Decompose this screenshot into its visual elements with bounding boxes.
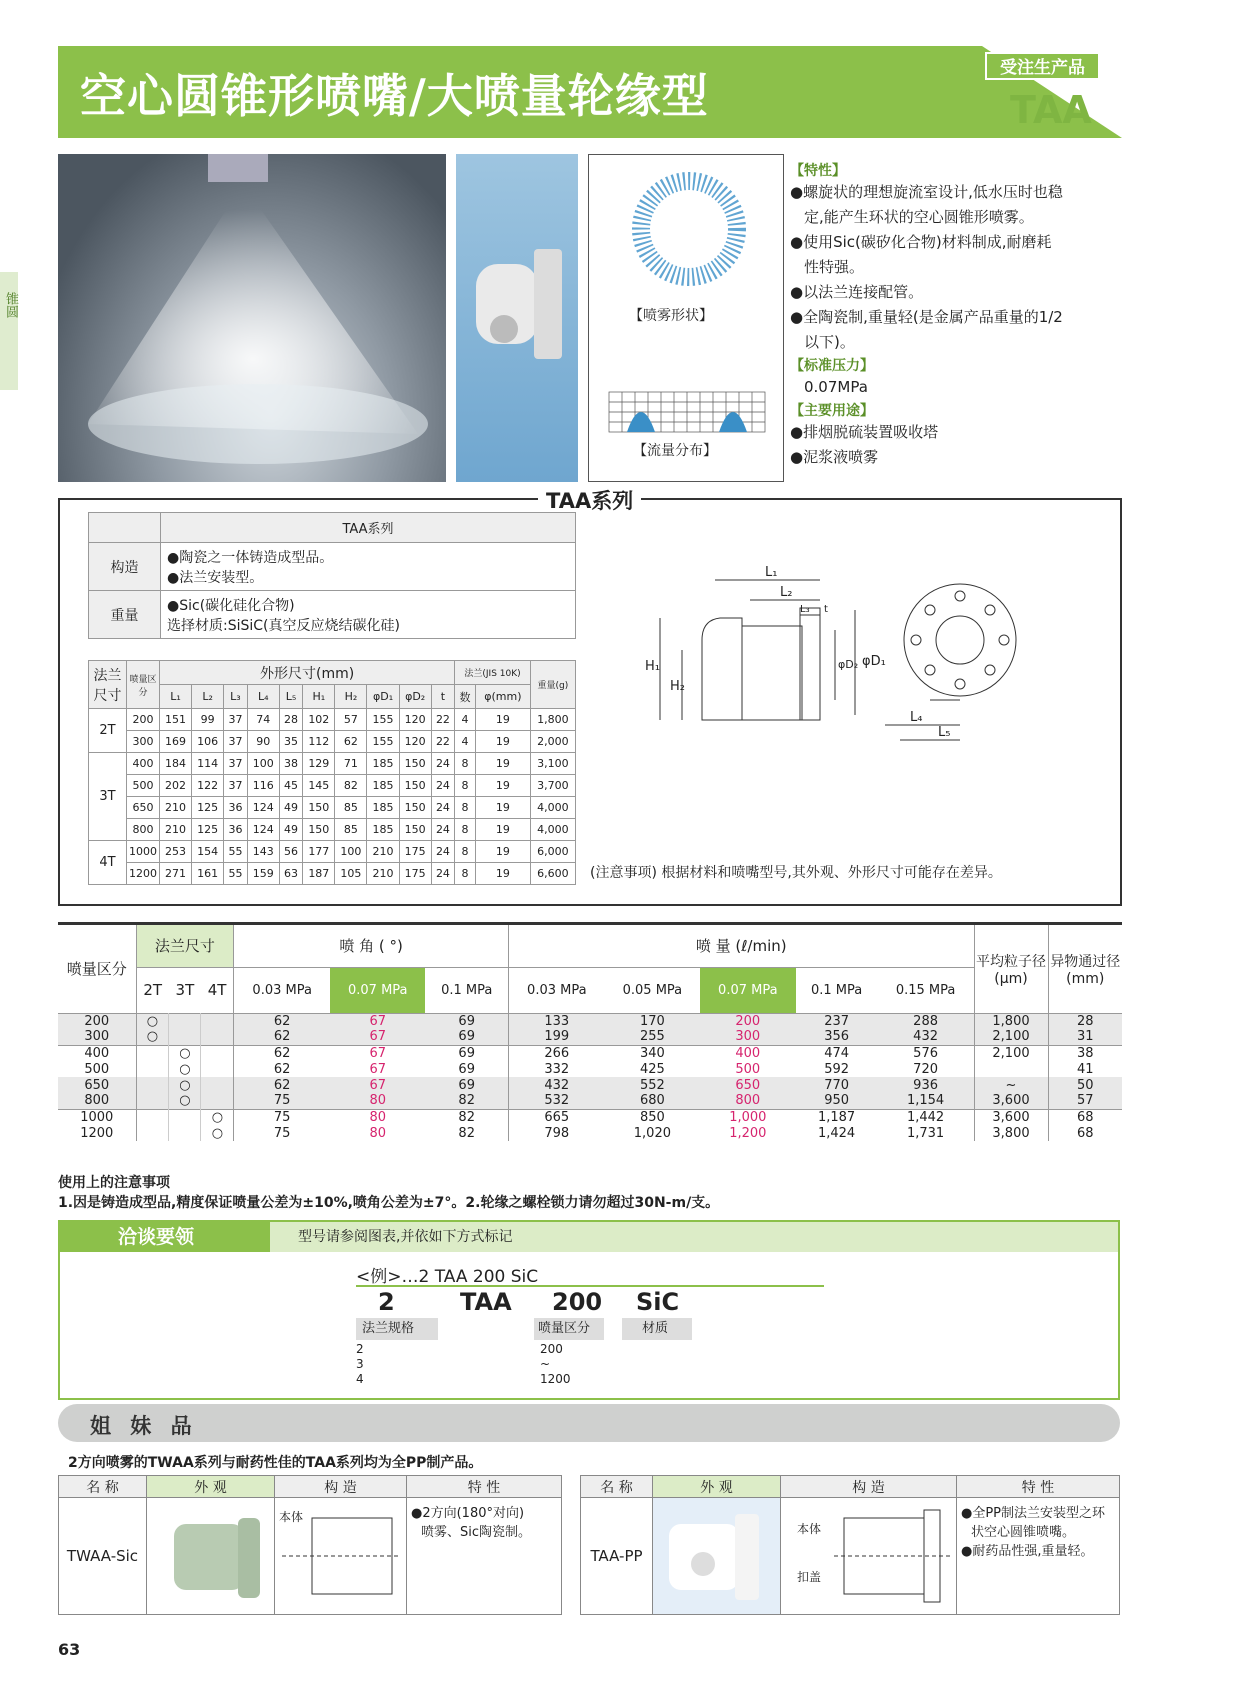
- series-note: (注意事项) 根据材料和喷嘴型号,其外观、外形尺寸可能存在差异。: [590, 865, 1002, 881]
- svg-text:L₃: L₃: [800, 604, 810, 615]
- table-row: 1200 271 161 55 159 63 187 105 210 175 24 8 19 6,600: [89, 863, 576, 885]
- feature-line: ●全陶瓷制,重量轻(是金属产品重量的1/2: [790, 308, 1063, 326]
- use-item: ●排烟脱硫装置吸收塔: [790, 423, 939, 441]
- nozzle-image: [456, 154, 578, 482]
- feature-line: ●以法兰连接配管。: [790, 283, 924, 301]
- spray-photo: [58, 154, 446, 482]
- order-desc: 型号请参阅图表,并依如下方式标记: [270, 1222, 1118, 1252]
- svg-text:φD₂: φD₂: [838, 658, 859, 671]
- table-row: 300 ○ 62 67 69 199 255 300 356 432 2,100 31: [58, 1029, 1122, 1045]
- standard-pressure: 0.07MPa: [804, 378, 868, 396]
- title-banner: [58, 46, 1122, 138]
- feature-line: ●螺旋状的理想旋流室设计,低水压时也稳: [790, 183, 1063, 201]
- order-title: 洽谈要领: [60, 1222, 270, 1252]
- performance-table: 喷量区分 法兰尺寸 喷 角 ( °) 喷 量 (ℓ/min) 平均粒子径(μm) 异物通过径(mm) 2T 3T 4T 0.03 MPa 0.07 MPa 0.1 MPa 0.03 MPa 0.05 MPa 0.07 MPa 0.1 MPa 0.15 MPa 200 ○ 62 67 69 133 170 200 237 288 1,800 28 300 ○ 62 67 69 199 255 300 356 432 2,100 31 400 ○ 62 67 69 266 340 400 474 576 2,100 38 500 ○ 62 67 69 332 425 500 592 720 41 650 ○ 62 67 69 432 552 650 770 936 ~ 50 800 ○ 75 80 82 532 680 800 950 1,154 3,600 57 1000 ○ 75 80 82 665 850 1,000 1,187 1,442 3,600 68 1200 ○ 75 80 82 798 1,020 1,200 1,424 1,731 3,800 68: [58, 925, 1122, 1141]
- table-row: 500 ○ 62 67 69 332 425 500 592 720 41: [58, 1061, 1122, 1077]
- product-name: TWAA-Sic: [59, 1498, 147, 1615]
- table-row: 4T 1000 253 154 55 143 56 177 100 210 175 24 8 19 6,000: [89, 841, 576, 863]
- table-row: 800 210 125 36 124 49 150 85 185 150 24 8 19 4,000: [89, 819, 576, 841]
- series-title: TAA系列: [538, 485, 641, 515]
- table-row: 300 169 106 37 90 35 112 62 155 120 22 4 19 2,000: [89, 731, 576, 753]
- dim-col-head: t: [431, 685, 454, 709]
- sister-desc: 2方向喷雾的TWAA系列与耐药性佳的TAA系列均为全PP制产品。: [68, 1455, 483, 1471]
- svg-text:H₂: H₂: [670, 679, 685, 694]
- table-row: 2T 200 151 99 37 74 28 102 57 155 120 22 4 19 1,800: [89, 709, 576, 731]
- dim-col-head: L₃: [224, 685, 247, 709]
- table-row: 650 ○ 62 67 69 432 552 650 770 936 ~ 50: [58, 1077, 1122, 1093]
- page-title: 空心圆锥形喷嘴/大喷量轮缘型: [80, 69, 709, 123]
- taa-pp-structure: [784, 1504, 954, 1604]
- svg-text:H₁: H₁: [645, 659, 660, 674]
- spec-table: TAA系列 构造 ●陶瓷之一体铸造成型品。 ●法兰安装型。 重量 ●Sic(碳化硅化合物) 选择材质:SiSiC(真空反应烧结碳化硅): [88, 512, 576, 639]
- svg-text:φD₁: φD₁: [862, 654, 886, 669]
- features-list: [790, 180, 1120, 355]
- dim-col-head: L₁: [160, 685, 192, 709]
- spray-ring-icon: [589, 155, 785, 305]
- dim-col-head: L₄: [247, 685, 279, 709]
- dimension-table: 法兰尺寸 喷量区分 外形尺寸(mm) 法兰(JIS 10K) 重量(g) L₁ L₂ L₃ L₄ L₅ H₁ H₂ φD₁ φD₂ t 数 φ(mm) 2T 200 151 99 37 74 28 102 57 155 120 22 4 19 1,800 300 169 106 37 90 35 112 62 155 120 22 4 19 2,000 3T 400 184 114 37 100 38 129 71 185 150 24 8 19 3,100 500 202 122 37 116 45 145 82 185 150 24 8 19 3,700 650 210 125 36 124 49 150 85 185 150 24 8 19 4,000 800 210 125 36 124 49 150 85 185 150 24 8 19 4,000 4T 1000 253 154 55 143 56 177 100 210 175 24 8 19 6,000 1200 271 161 55 159 63 187 105 210 175 24 8 19 6,600: [88, 660, 576, 885]
- svg-text:t: t: [824, 604, 828, 615]
- table-row: 3T 400 184 114 37 100 38 129 71 185 150 24 8 19 3,100: [89, 753, 576, 775]
- dim-col-head: φD₁: [367, 685, 399, 709]
- use-item: ●泥浆液喷雾: [790, 448, 879, 466]
- side-tab: 锥圆: [0, 272, 18, 390]
- flow-distribution-chart: [589, 387, 785, 447]
- nozzle-photo: [456, 154, 578, 482]
- table-row: 1000 ○ 75 80 82 665 850 1,000 1,187 1,442 3,600 68: [58, 1109, 1122, 1125]
- svg-text:L₂: L₂: [780, 585, 793, 600]
- feature-line: 定,能产生环状的空心圆锥形喷雾。: [804, 208, 1034, 226]
- material-label: 重量: [89, 591, 161, 639]
- table-row: 1200 ○ 75 80 82 798 1,020 1,200 1,424 1,731 3,800 68: [58, 1125, 1122, 1141]
- dim-col-head: L₂: [192, 685, 224, 709]
- flow-distribution-label: 【流量分布】: [633, 443, 717, 459]
- table-row: 650 210 125 36 124 49 150 85 185 150 24 8 19 4,000: [89, 797, 576, 819]
- spray-diagram-box: [588, 154, 784, 482]
- table-row: 400 ○ 62 67 69 266 340 400 474 576 2,100 38: [58, 1045, 1122, 1061]
- struct-label: 构造: [89, 543, 161, 591]
- product-name: TAA-PP: [581, 1498, 653, 1615]
- features-panel: [790, 160, 1120, 470]
- spray-shape-label: 【喷雾形状】: [629, 308, 713, 324]
- dim-col-head: H₁: [303, 685, 335, 709]
- usage-title: 使用上的注意事项: [58, 1175, 170, 1191]
- svg-text:L₅: L₅: [938, 725, 951, 740]
- feature-line: ●使用Sic(碳矽化合物)材料制成,耐磨耗: [790, 233, 1052, 251]
- page-number: 63: [58, 1640, 81, 1659]
- pressure-title: 【标准压力】: [790, 358, 874, 374]
- sister-table-2: 名 称 外 观 构 造 特 性 TAA-PP 本体 扣盖 ●全PP制法兰安装型之环 状空心圆锥喷嘴。 ●耐药品性强,重量轻。: [580, 1475, 1120, 1615]
- product-code: TAA: [1010, 88, 1092, 132]
- feature-line: 以下)。: [804, 333, 855, 351]
- spec-head: TAA系列: [161, 513, 576, 543]
- svg-text:L₁: L₁: [765, 565, 778, 580]
- dimension-drawing: [640, 540, 1060, 790]
- sister-title: 姐 妹 品: [90, 1414, 198, 1438]
- dim-col-head: L₅: [279, 685, 302, 709]
- spray-cone-image: [58, 154, 446, 482]
- dim-col-head: H₂: [335, 685, 367, 709]
- table-row: 800 ○ 75 80 82 532 680 800 950 1,154 3,600 57: [58, 1093, 1122, 1109]
- order-example: <例>…2 TAA 200 SiC: [356, 1267, 539, 1287]
- feature-line: 性特强。: [804, 258, 865, 276]
- dim-col-head: φD₂: [399, 685, 431, 709]
- svg-text:L₄: L₄: [910, 710, 923, 725]
- dim-col-head: 数: [455, 685, 476, 709]
- table-row: 500 202 122 37 116 45 145 82 185 150 24 8 19 3,700: [89, 775, 576, 797]
- made-to-order-badge: 受注生产品: [985, 52, 1100, 80]
- taa-pp-photo: [657, 1504, 777, 1604]
- usage-text: 1.因是铸造成型品,精度保证喷量公差为±10%,喷角公差为±7°。2.轮缘之螺栓锁力请勿超过30N-m/支。: [58, 1195, 720, 1211]
- table-row: 200 ○ 62 67 69 133 170 200 237 288 1,800 28: [58, 1013, 1122, 1029]
- dim-col-head: φ(mm): [475, 685, 530, 709]
- features-title: 【特性】: [790, 163, 846, 179]
- sister-banner: [58, 1404, 1120, 1442]
- sister-table-1: 名 称 外 观 构 造 特 性 TWAA-Sic 本体 ●2方向(180°对向) 喷雾、Sic陶瓷制。: [58, 1475, 562, 1615]
- uses-title: 【主要用途】: [790, 403, 874, 419]
- twaa-photo: [156, 1504, 266, 1604]
